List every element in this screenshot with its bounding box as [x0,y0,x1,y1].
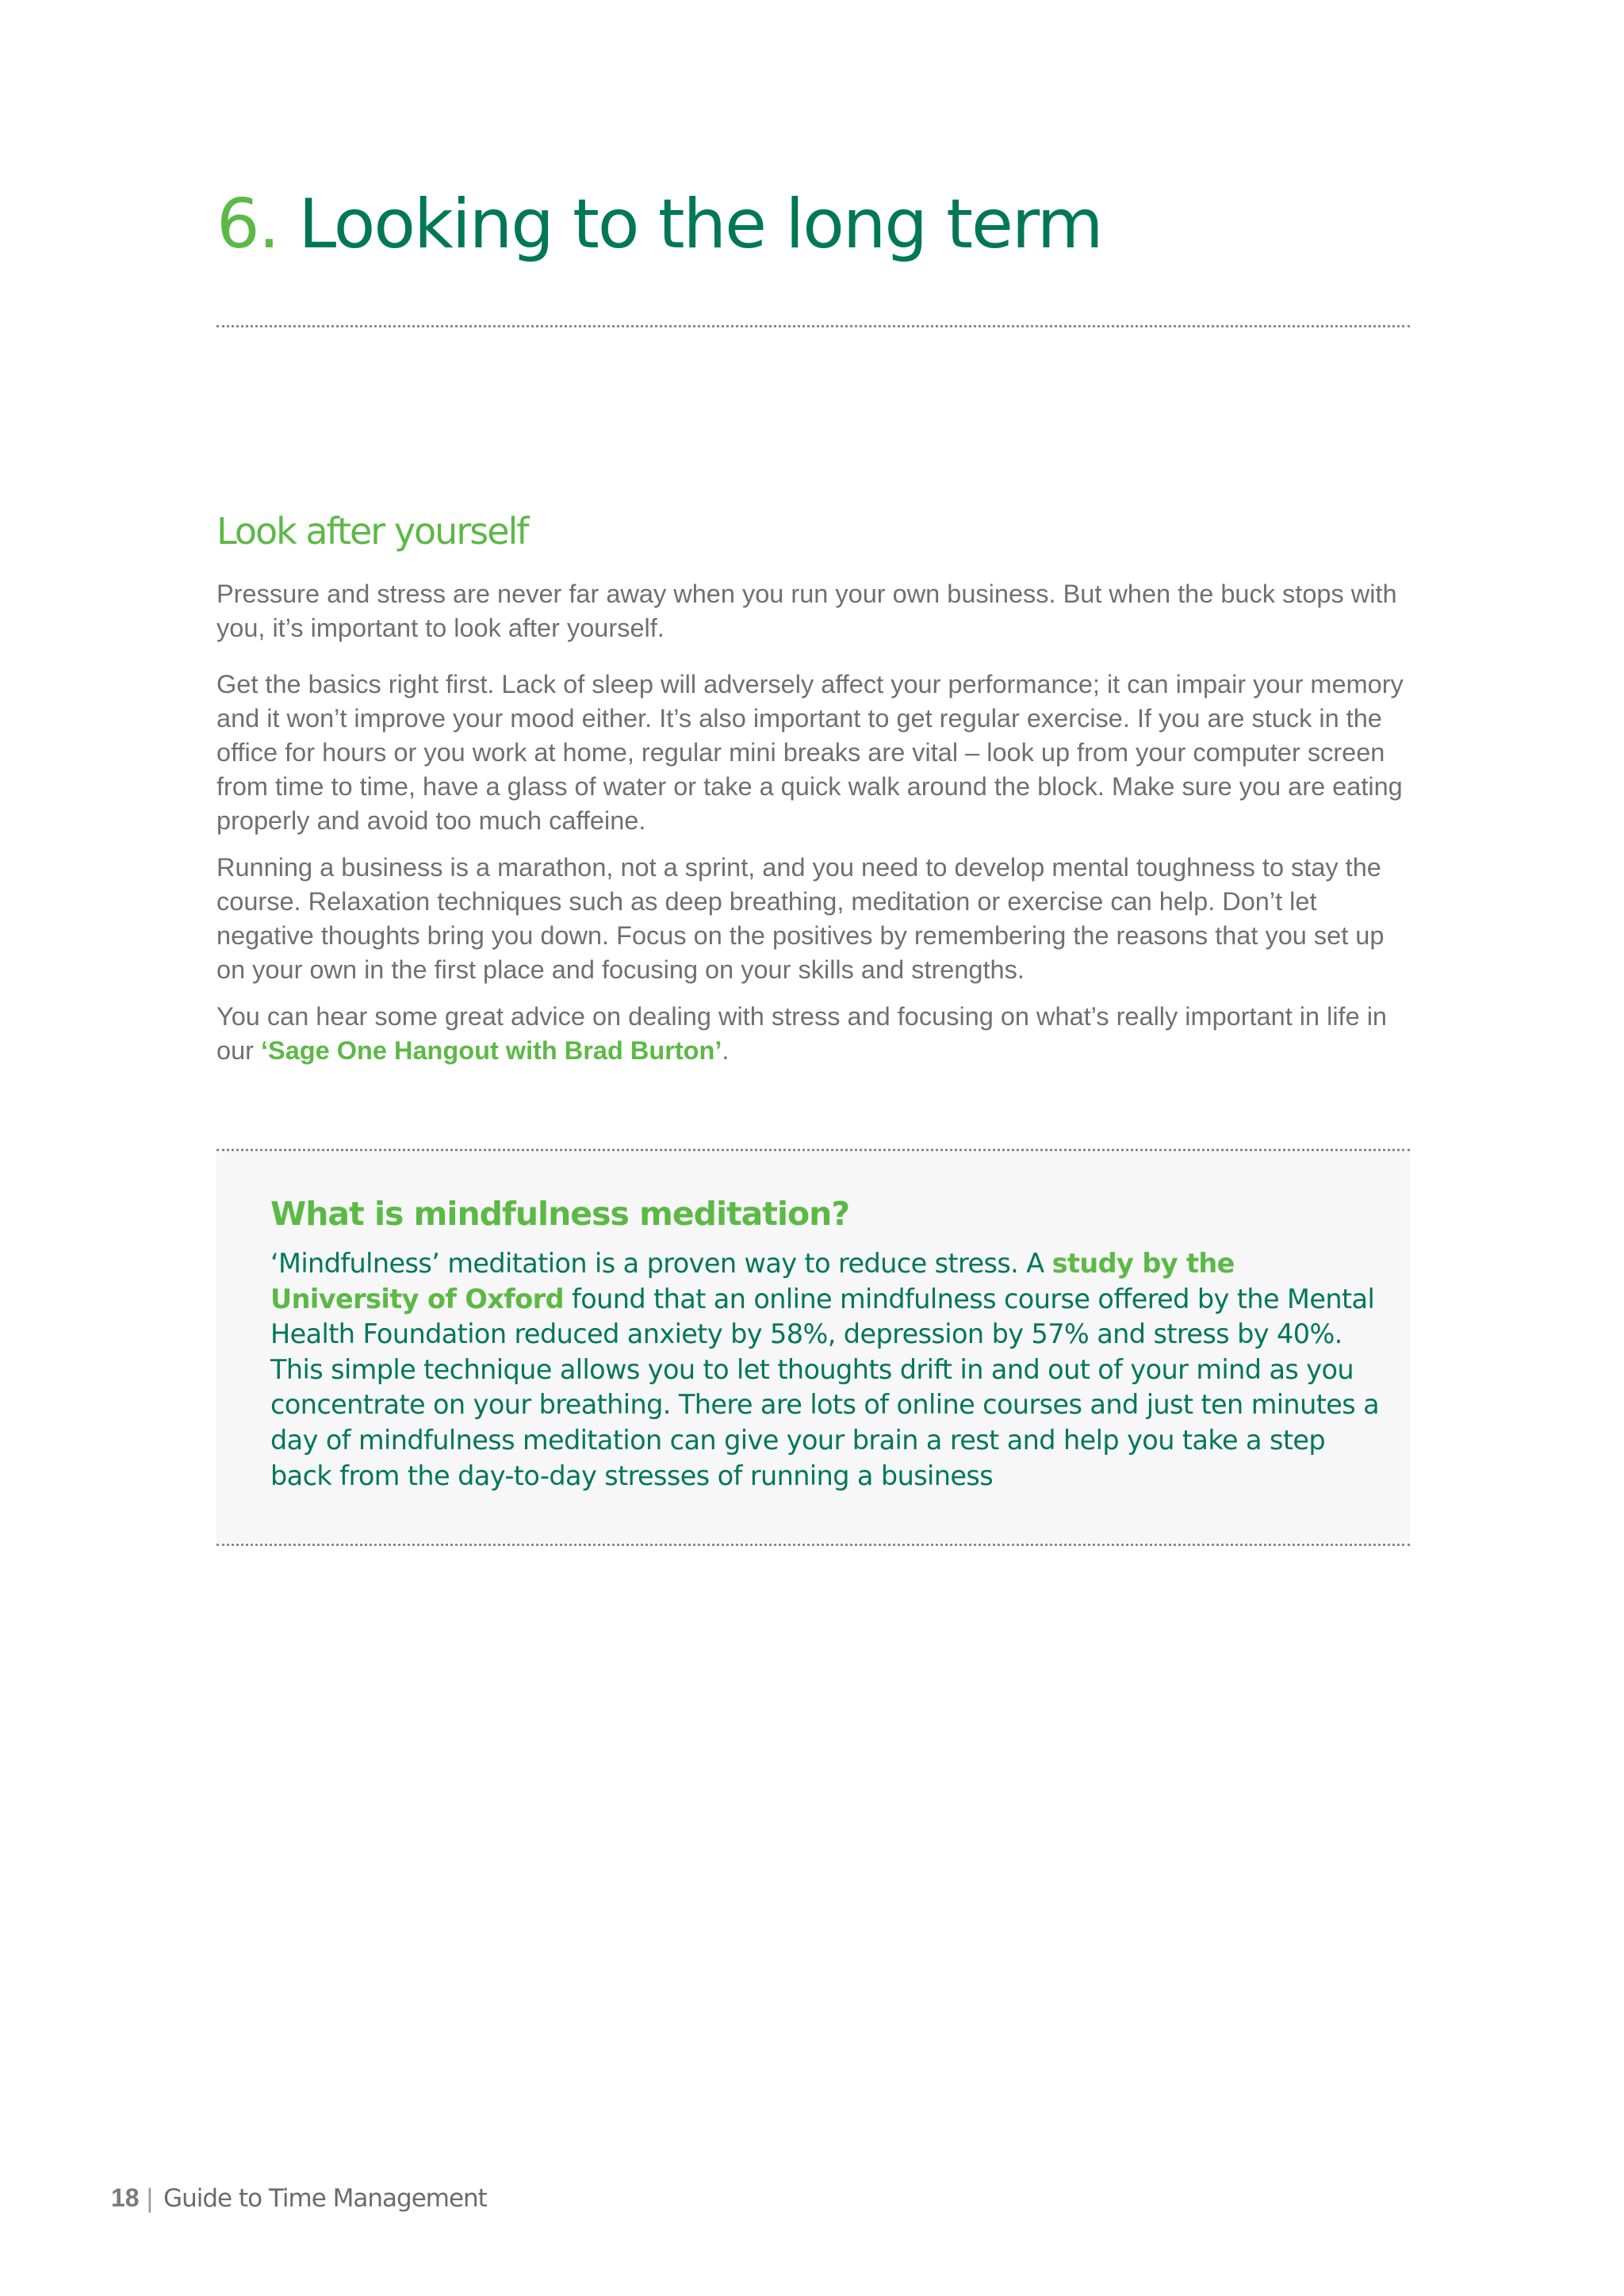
page-number: 18 [111,2183,140,2212]
body-paragraph-with-link [216,1000,1418,1068]
dotted-divider-callout-bottom [216,1544,1410,1546]
callout-body-text-continued: found that an online mindfulness course offered by the Mental Health Foundation reduced anxiety by 58%, depression by 57% and stress by 40%. This simple technique allows you to let thoughts drift in and out of your mind as you concentrate on your breathing. There are lots of online courses and just ten minutes a day of mindfulness meditation can give your brain a rest and help you take a step back from the day-to-day stresses of running a business [270,1283,1380,1491]
page-footer [111,2182,487,2214]
footer-separator: | [145,2184,155,2213]
section-body [216,577,1418,1081]
body-paragraph: Running a business is a marathon, not a sprint, and you need to develop mental toughness to stay the course. Relaxation techniques such as deep breathing, meditation or exercise can help. Don’t let negative thoughts bring you down. Focus on the positives by remembering the reasons that you set up on your own in the first place and focusing on your skills and strengths. [216,853,1385,984]
body-paragraph-end: . [722,1036,730,1065]
guide-title: Guide to Time Management [163,2184,487,2213]
hangout-link[interactable]: ‘Sage One Hangout with Brad Burton’ [261,1036,722,1065]
chapter-number: 6. [216,185,279,264]
callout-heading: What is mindfulness meditation? [270,1195,850,1233]
callout-body [270,1246,1381,1494]
chapter-title [216,181,1102,268]
section-heading: Look after yourself [216,510,528,553]
body-paragraph: Pressure and stress are never far away when you run your own business. But when the buck stops with you, it’s important to look after yourself. [216,580,1397,642]
oxford-study-link[interactable]: study by the University of Oxford [270,1248,1235,1314]
callout-body-text: ‘Mindfulness’ meditation is a proven way to reduce stress. A [270,1248,1052,1279]
body-paragraph: Get the basics right first. Lack of sleep will adversely affect your performance; it can impair your memory and it won’t improve your mood either. It’s also important to get regular exercise. If you are stuck in the office for hours or you work at home, regular mini breaks are vital – look up from your computer screen from time to time, have a glass of water or take a quick walk around the block. Make sure you are eating properly and avoid too much caffeine. [216,670,1404,835]
dotted-divider-top [216,325,1410,327]
mindfulness-callout-box [216,1151,1410,1543]
body-paragraph-text: You can hear some great advice on dealing with stress and focusing on what’s really important in life in our [216,1002,1387,1065]
chapter-title-text: Looking to the long term [298,185,1102,264]
